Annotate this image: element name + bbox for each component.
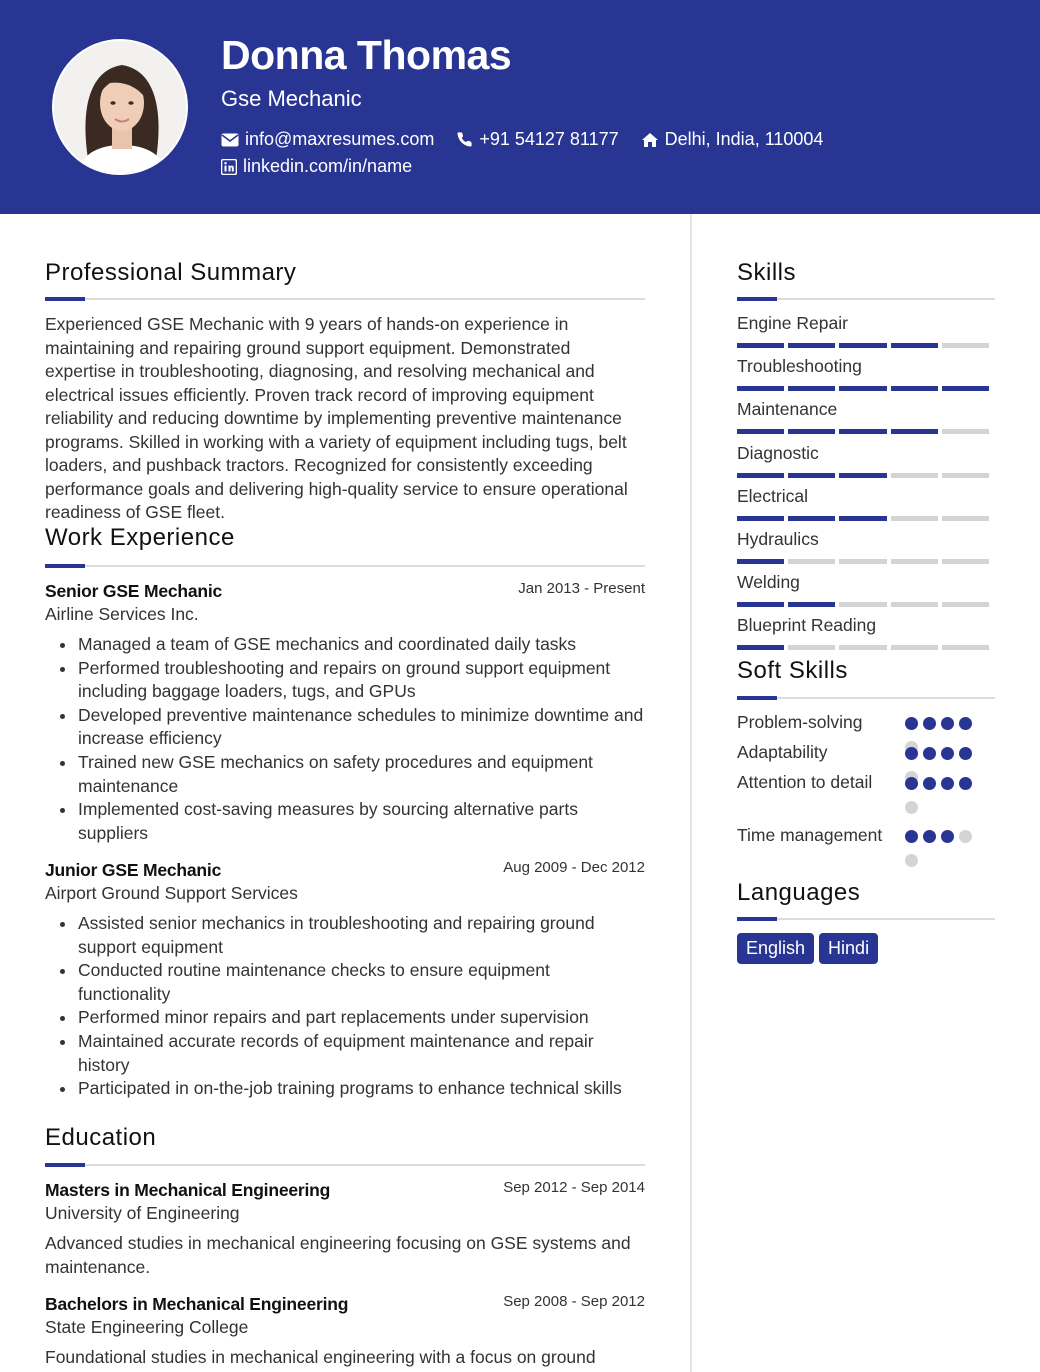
skill-level-segment	[737, 343, 784, 348]
profile-photo	[52, 39, 188, 175]
rating-dot	[905, 777, 918, 790]
languages-rule	[737, 918, 995, 920]
languages-list	[737, 933, 883, 964]
skill-level-bar	[737, 386, 993, 391]
skill-level-segment	[891, 429, 938, 434]
skill-level-segment	[737, 602, 784, 607]
skill-level-segment	[891, 473, 938, 478]
education-rule-accent	[45, 1163, 85, 1167]
summary-heading: Professional Summary	[45, 259, 297, 286]
skill-level-segment	[839, 386, 886, 391]
skill-level-segment	[839, 473, 886, 478]
skill-level-segment	[942, 473, 989, 478]
rating-dot	[941, 717, 954, 730]
skill-level-segment	[788, 386, 835, 391]
soft-skill-name: Problem-solving	[737, 712, 863, 732]
skill-level-segment	[737, 473, 784, 478]
skill-level-bar	[737, 473, 993, 478]
skill-name: Blueprint Reading	[737, 615, 877, 636]
school-name: University of Engineering	[45, 1203, 240, 1223]
summary-rule-accent	[45, 297, 85, 301]
job-bullet: Performed minor repairs and part replacements under supervision	[78, 1006, 645, 1030]
contact-row	[221, 129, 845, 150]
summary-rule	[45, 298, 645, 300]
rating-dot	[923, 717, 936, 730]
skill-level-bar	[737, 429, 993, 434]
degree-dates: Sep 2008 - Sep 2012	[503, 1293, 645, 1310]
skills-rule	[737, 298, 995, 300]
experience-heading: Work Experience	[45, 524, 235, 551]
skill-name: Maintenance	[737, 399, 838, 420]
skill-level-segment	[737, 645, 784, 650]
skill-level-segment	[788, 343, 835, 348]
candidate-title: Gse Mechanic	[221, 86, 362, 111]
skill-level-bar	[737, 343, 993, 348]
rating-dot	[959, 717, 972, 730]
languages-heading: Languages	[737, 879, 861, 906]
soft-skill-rating	[905, 777, 985, 825]
profile-photo-illustration	[54, 41, 188, 175]
skill-level-segment	[891, 559, 938, 564]
skill-level-segment	[839, 645, 886, 650]
degree-title: Bachelors in Mechanical Engineering	[45, 1294, 349, 1314]
phone-text: +91 54127 81177	[479, 129, 619, 149]
degree-description: Advanced studies in mechanical engineering focusing on GSE systems and maintenance.	[45, 1233, 631, 1277]
language-tag: English	[737, 933, 814, 964]
skill-level-segment	[788, 559, 835, 564]
job-bullets	[78, 912, 645, 1101]
skill-level-segment	[942, 343, 989, 348]
skill-level-bar	[737, 645, 993, 650]
email-text: info@maxresumes.com	[245, 129, 435, 149]
job-company: Airport Ground Support Services	[45, 883, 298, 903]
degree-description: Foundational studies in mechanical engineering with a focus on ground	[45, 1347, 596, 1367]
skill-name: Engine Repair	[737, 313, 848, 333]
job-bullet: Trained new GSE mechanics on safety procedures and equipment maintenance	[78, 751, 645, 798]
skill-name: Welding	[737, 572, 800, 593]
linkedin-text: linkedin.com/in/name	[243, 156, 413, 176]
skill-level-segment	[891, 386, 938, 391]
rating-dot	[905, 801, 918, 814]
envelope-icon	[221, 133, 239, 147]
degree-dates: Sep 2012 - Sep 2014	[503, 1179, 645, 1196]
rating-dot	[923, 830, 936, 843]
language-tag: Hindi	[819, 933, 878, 964]
home-icon	[641, 132, 659, 148]
soft-skill-name: Time management	[737, 825, 883, 845]
rating-dot	[959, 747, 972, 760]
skill-level-bar	[737, 516, 993, 521]
skill-level-segment	[737, 429, 784, 434]
experience-rule-accent	[45, 564, 85, 568]
rating-dot	[941, 777, 954, 790]
skill-name: Electrical	[737, 485, 808, 506]
skill-level-segment	[891, 602, 938, 607]
phone-icon	[456, 131, 473, 148]
skill-level-segment	[788, 645, 835, 650]
contact-row-2	[221, 156, 434, 177]
summary-text: Experienced GSE Mechanic with 9 years of hands-on experience in maintaining and repairing ground support equipment. Demonstrated expertise in troubleshooting, diagnosing, and resolving mechanical and electrical issues efficiently. Proven track record of improving equipment reliability and reducing downtime by implementing preventive maintenance programs. Skilled in working with a variety of equipment including tugs, belt loaders, and pushback tractors. Recognized for consistently exceeding performance goals and delivering high-quality service to ensure operational readiness of GSE fleet.	[45, 314, 628, 522]
degree-title: Masters in Mechanical Engineering	[45, 1180, 331, 1200]
skills-rule-accent	[737, 297, 777, 301]
rating-dot	[905, 717, 918, 730]
column-divider	[690, 214, 692, 1372]
skill-level-segment	[942, 602, 989, 607]
languages-rule-accent	[737, 917, 777, 921]
soft-skill-name: Adaptability	[737, 742, 828, 762]
skill-level-segment	[942, 516, 989, 521]
job-bullet: Managed a team of GSE mechanics and coordinated daily tasks	[78, 633, 645, 657]
education-heading: Education	[45, 1124, 157, 1151]
skill-name: Hydraulics	[737, 529, 819, 549]
skill-level-segment	[942, 559, 989, 564]
job-company: Airline Services Inc.	[45, 604, 199, 624]
skill-level-segment	[839, 516, 886, 521]
rating-dot	[941, 830, 954, 843]
soft-skills-heading: Soft Skills	[737, 657, 848, 684]
skill-level-segment	[942, 645, 989, 650]
soft-skill-rating	[905, 830, 985, 878]
skills-heading: Skills	[737, 259, 797, 286]
skill-level-segment	[891, 645, 938, 650]
skill-level-segment	[788, 516, 835, 521]
skill-level-segment	[839, 559, 886, 564]
phone-contact[interactable]	[456, 129, 618, 150]
job-bullet: Participated in on-the-job training programs to enhance technical skills	[78, 1077, 645, 1101]
rating-dot	[905, 830, 918, 843]
email-contact[interactable]	[221, 129, 434, 150]
job-bullet: Developed preventive maintenance schedules to minimize downtime and increase efficiency	[78, 704, 645, 751]
skill-level-segment	[737, 559, 784, 564]
job-bullet: Maintained accurate records of equipment maintenance and repair history	[78, 1030, 645, 1077]
rating-dot	[923, 747, 936, 760]
skill-level-segment	[891, 516, 938, 521]
rating-dot	[941, 747, 954, 760]
skill-level-segment	[839, 429, 886, 434]
experience-rule	[45, 565, 645, 567]
rating-dot	[959, 830, 972, 843]
rating-dot	[905, 854, 918, 867]
job-dates: Jan 2013 - Present	[518, 580, 645, 597]
resume-header	[0, 0, 1040, 214]
skill-level-segment	[737, 516, 784, 521]
soft-skills-rule	[737, 697, 995, 699]
skill-level-segment	[839, 602, 886, 607]
skill-level-segment	[788, 473, 835, 478]
rating-dot	[959, 777, 972, 790]
skill-level-segment	[839, 343, 886, 348]
job-bullet: Implemented cost-saving measures by sourcing alternative parts suppliers	[78, 798, 645, 845]
skill-level-bar	[737, 602, 993, 607]
school-name: State Engineering College	[45, 1317, 249, 1337]
job-bullet: Assisted senior mechanics in troubleshooting and repairing ground support equipment	[78, 912, 645, 959]
job-dates: Aug 2009 - Dec 2012	[503, 859, 645, 876]
soft-skill-name: Attention to detail	[737, 772, 873, 792]
job-bullet: Conducted routine maintenance checks to ensure equipment functionality	[78, 959, 645, 1006]
job-title: Senior GSE Mechanic	[45, 581, 223, 601]
rating-dot	[923, 777, 936, 790]
skill-level-segment	[891, 343, 938, 348]
linkedin-icon	[221, 159, 237, 175]
skill-level-segment	[942, 386, 989, 391]
skill-name: Troubleshooting	[737, 356, 862, 377]
skill-name: Diagnostic	[737, 442, 819, 463]
soft-skills-rule-accent	[737, 696, 777, 700]
location-text: Delhi, India, 110004	[664, 129, 824, 149]
skill-level-segment	[737, 386, 784, 391]
skill-level-bar	[737, 559, 993, 564]
skill-level-segment	[788, 429, 835, 434]
location-contact	[641, 129, 824, 150]
rating-dot	[905, 747, 918, 760]
job-bullets	[78, 633, 645, 845]
job-title: Junior GSE Mechanic	[45, 860, 222, 880]
skill-level-segment	[942, 429, 989, 434]
candidate-name: Donna Thomas	[221, 32, 512, 78]
skill-level-segment	[788, 602, 835, 607]
job-bullet: Performed troubleshooting and repairs on ground support equipment including baggage loaders, tugs, and GPUs	[78, 657, 645, 704]
linkedin-contact[interactable]	[221, 156, 412, 177]
education-rule	[45, 1164, 645, 1166]
